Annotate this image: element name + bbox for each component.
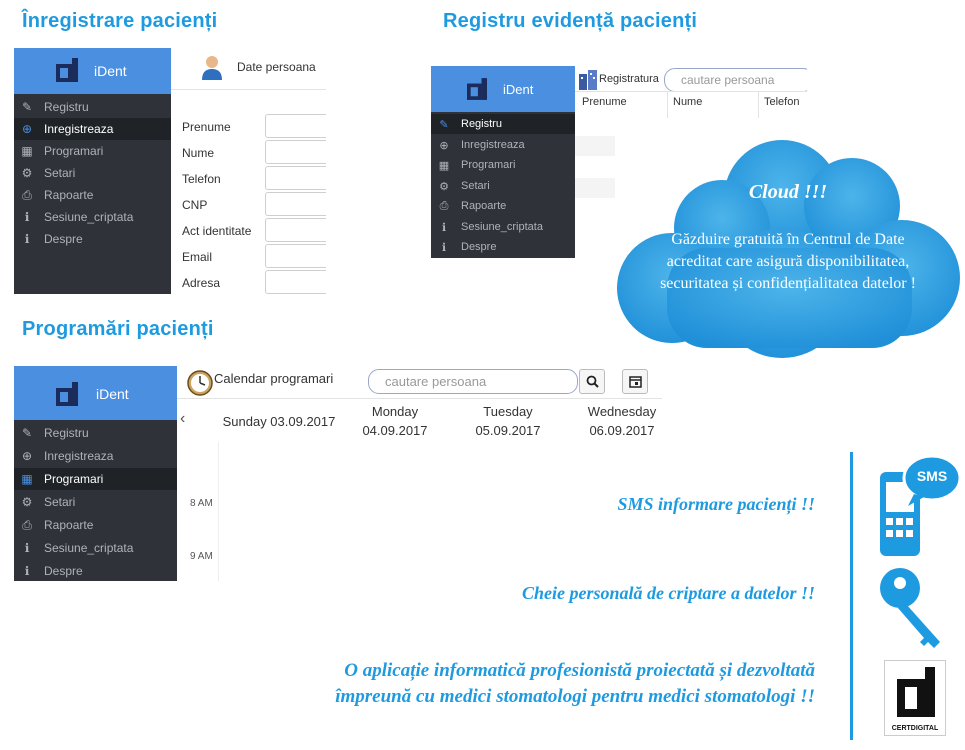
printer-icon: ⎙ [22, 187, 32, 202]
sidebar-item-inregistreaza[interactable] [14, 445, 177, 467]
ident-logo-icon [56, 382, 78, 406]
brand-bar [431, 66, 575, 112]
sidebar-item-registru[interactable] [431, 114, 575, 134]
printer-icon: ⎙ [22, 517, 32, 532]
sidebar-item-inregistreaza[interactable] [431, 135, 575, 155]
calendar-button[interactable] [622, 369, 648, 394]
info-icon: ℹ [24, 564, 30, 578]
act-identitate-field[interactable] [265, 218, 326, 242]
field-label: Telefon [182, 172, 221, 186]
day-name: Tuesday [483, 404, 533, 419]
certdigital-mark-icon [895, 665, 937, 719]
table-row [575, 178, 615, 198]
field-label: Prenume [182, 120, 231, 134]
table-divider [575, 91, 807, 92]
certdigital-text: CERTDIGITAL [891, 725, 939, 732]
sidebar-item-sesiune-criptata[interactable] [431, 217, 575, 237]
sidebar-item-rapoarte[interactable] [431, 196, 575, 216]
sidebar-item-label: Inregistreaza [461, 139, 525, 151]
info-icon: ℹ [24, 232, 30, 246]
sidebar-item-despre[interactable] [431, 237, 575, 257]
brand-name: iDent [94, 63, 127, 79]
edit-icon: ✎ [439, 118, 449, 131]
sidebar-item-label: Despre [44, 564, 83, 578]
calendar-icon [629, 375, 642, 388]
buildings-icon [577, 68, 599, 90]
sidebar-item-label: Rapoarte [44, 188, 94, 202]
gears-icon: ⚙ [439, 180, 449, 193]
sidebar-item-programari[interactable] [431, 155, 575, 175]
sidebar-item-programari[interactable] [14, 468, 177, 490]
sidebar-item-sesiune-criptata[interactable] [14, 206, 171, 228]
gears-icon: ⚙ [21, 495, 33, 509]
section-title: Registratura [599, 73, 659, 85]
search-placeholder: cautare persoana [681, 73, 775, 87]
hour-label: 9 AM [190, 551, 213, 562]
sidebar-item-registru[interactable] [14, 422, 177, 444]
sidebar-item-label: Despre [44, 232, 83, 246]
telefon-field[interactable] [265, 166, 326, 190]
day-name: Monday [371, 404, 419, 419]
column-header: Nume [673, 96, 703, 108]
search-icon [586, 375, 599, 388]
adresa-field[interactable] [265, 270, 326, 294]
nume-field[interactable] [265, 140, 326, 164]
column-header: Telefon [764, 96, 800, 108]
column-header: Prenume [582, 96, 627, 108]
person-icon [200, 54, 224, 80]
cnp-field[interactable] [265, 192, 326, 216]
sidebar-item-label: Programari [44, 472, 104, 486]
field-label: CNP [182, 198, 208, 212]
sidebar-item-label: Rapoarte [44, 518, 94, 532]
table-row [575, 136, 615, 156]
sidebar-item-label: Registru [44, 100, 89, 114]
sidebar-item-setari[interactable] [14, 162, 171, 184]
gears-icon: ⚙ [21, 166, 33, 180]
section-title: Calendar programari [214, 371, 334, 386]
feature-key: Cheie personală de criptare a datelor !! [522, 583, 815, 603]
registration-panel [14, 48, 326, 294]
column-divider [758, 92, 759, 118]
sidebar-item-label: Setari [44, 495, 76, 509]
sidebar-item-label: Sesiune_criptata [461, 221, 543, 233]
sidebar-item-despre[interactable] [14, 560, 177, 581]
sidebar-item-label: Inregistreaza [44, 122, 114, 136]
sidebar-item-programari[interactable] [14, 140, 171, 162]
day-name: Sunday 03.09.2017 [222, 414, 336, 429]
sidebar [431, 66, 575, 258]
search-button[interactable] [579, 369, 605, 394]
search-placeholder: cautare persoana [385, 374, 487, 389]
sidebar-item-sesiune-criptata[interactable] [14, 537, 177, 559]
email-field[interactable] [265, 244, 326, 268]
sms-badge: SMS [916, 468, 948, 484]
info-icon: ℹ [441, 221, 447, 234]
info-icon: ℹ [24, 210, 30, 224]
search-input[interactable] [664, 68, 807, 92]
plus-circle-icon: ⊕ [21, 122, 33, 136]
heading-registru: Registru evidență pacienți [443, 10, 698, 32]
calendar-icon: ▦ [438, 159, 450, 172]
day-date: 05.09.2017 [475, 423, 541, 438]
sidebar-item-label: Sesiune_criptata [44, 541, 134, 555]
printer-icon: ⎙ [439, 199, 449, 212]
sidebar [14, 48, 171, 294]
field-label: Act identitate [182, 224, 252, 238]
ident-logo-icon [467, 78, 487, 100]
prev-week-button[interactable]: ‹ [180, 410, 186, 427]
features-divider [850, 452, 853, 740]
calendar-day [219, 412, 339, 431]
sidebar [14, 366, 177, 581]
brand-bar [14, 366, 177, 420]
ident-logo-icon [56, 58, 78, 82]
sidebar-item-label: Rapoarte [461, 200, 507, 212]
hour-label: 8 AM [190, 498, 213, 509]
brand-bar [14, 48, 171, 94]
edit-icon: ✎ [21, 426, 33, 440]
feature-app-line1: O aplicație informatică profesionistă proiectată și dezvoltată [344, 660, 815, 681]
header-divider [171, 89, 326, 90]
calendar-icon: ▦ [21, 144, 33, 158]
cloud-description: Găzduire gratuită în Centrul de Date acreditat care asigură disponibilitatea, securitatea și confidențialitatea datelor ! [660, 231, 916, 292]
brand-name: iDent [503, 82, 534, 97]
prenume-field[interactable] [265, 114, 326, 138]
header-divider [177, 398, 662, 399]
day-date: 06.09.2017 [589, 423, 655, 438]
feature-app-line2: împreună cu medici stomatologi pentru medici stomatologi !! [335, 686, 815, 707]
cloud-title: Cloud !!! [748, 181, 828, 203]
plus-circle-icon: ⊕ [21, 449, 33, 463]
calendar-day [577, 402, 662, 440]
sidebar-item-despre[interactable] [14, 228, 171, 250]
sidebar-item-label: Registru [461, 118, 502, 130]
calendar-day [463, 402, 553, 440]
sidebar-item-inregistreaza[interactable] [14, 118, 171, 140]
brand-name: iDent [96, 386, 129, 402]
field-label: Email [182, 250, 213, 264]
heading-programari: Programări pacienți [22, 318, 214, 340]
time-column-divider [218, 442, 219, 581]
sidebar-item-label: Sesiune_criptata [44, 210, 134, 224]
sidebar-item-registru[interactable] [14, 96, 171, 118]
sidebar-item-label: Setari [44, 166, 76, 180]
sidebar-item-setari[interactable] [431, 176, 575, 196]
appointments-panel [14, 366, 662, 581]
plus-circle-icon: ⊕ [439, 139, 449, 152]
sidebar-item-label: Setari [461, 180, 490, 192]
edit-icon: ✎ [21, 100, 33, 114]
calendar-day [350, 402, 440, 440]
section-title: Date persoana [237, 60, 316, 74]
sidebar-item-rapoarte[interactable] [14, 514, 177, 536]
key-icon [876, 566, 946, 652]
sidebar-item-label: Registru [44, 426, 89, 440]
day-name: Wednesday [587, 404, 657, 419]
field-label: Adresa [182, 276, 221, 290]
day-date: 04.09.2017 [362, 423, 428, 438]
calendar-icon: ▦ [21, 472, 33, 486]
heading-inregistrare: Înregistrare pacienți [22, 10, 218, 32]
sidebar-item-label: Despre [461, 241, 497, 253]
clock-icon [187, 370, 213, 396]
info-icon: ℹ [441, 241, 447, 254]
certdigital-logo [884, 660, 946, 736]
field-label: Nume [182, 146, 215, 160]
sidebar-item-setari[interactable] [14, 491, 177, 513]
column-divider [667, 92, 668, 118]
sidebar-item-label: Inregistreaza [44, 449, 114, 463]
feature-sms: SMS informare pacienți !! [617, 494, 815, 514]
sidebar-item-rapoarte[interactable] [14, 184, 171, 206]
search-input[interactable] [368, 369, 578, 394]
info-icon: ℹ [24, 541, 30, 555]
sidebar-item-label: Programari [461, 159, 516, 171]
sidebar-item-label: Programari [44, 144, 104, 158]
